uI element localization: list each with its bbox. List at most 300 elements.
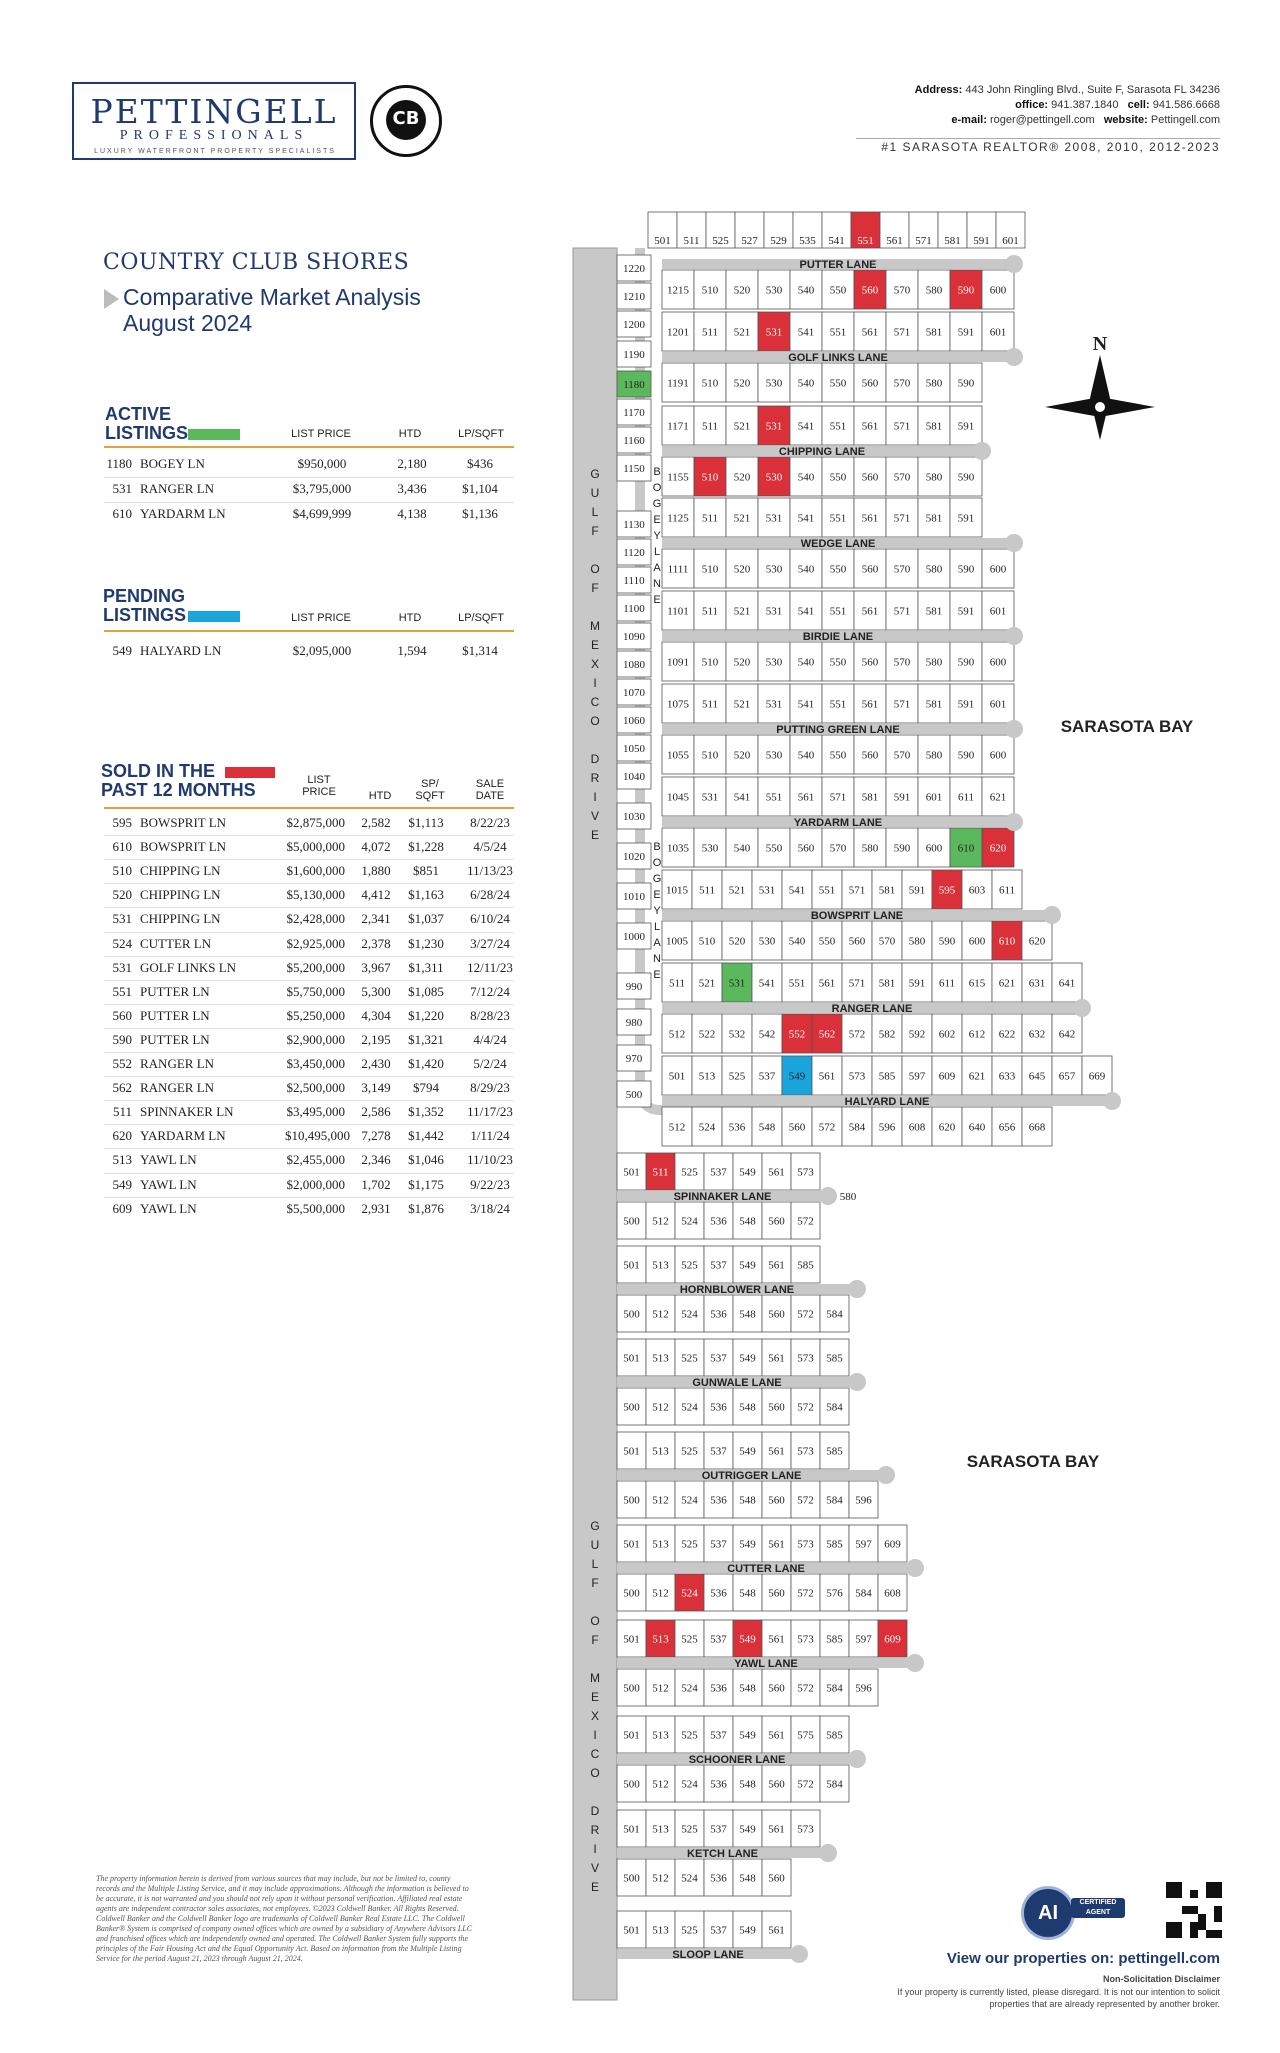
table-cell: $2,455,000 <box>286 1152 345 1168</box>
email-link[interactable]: roger@pettingell.com <box>989 114 1095 126</box>
contact-address: Address: 443 John Ringling Blvd., Suite F, Sarasota FL 34236 <box>914 84 1220 96</box>
bogey-lane-label: Y <box>653 530 661 542</box>
lot-number: 548 <box>739 1308 756 1321</box>
lot-number: 600 <box>968 935 986 948</box>
lot-number: 585 <box>826 1445 843 1458</box>
lot-number: 580 <box>925 284 943 297</box>
lot-number: 668 <box>1028 1121 1046 1134</box>
lot-number: 561 <box>861 420 879 433</box>
lot-number: 573 <box>797 1352 814 1365</box>
lot-number: 530 <box>758 935 776 948</box>
gulf-drive-label: C <box>590 695 600 709</box>
gulf-drive-label: I <box>593 790 597 804</box>
lot-number: 520 <box>733 563 751 576</box>
qr-code-icon[interactable] <box>1166 1882 1222 1938</box>
lot-number: 632 <box>1028 1028 1046 1041</box>
lot-number: 531 <box>765 605 783 618</box>
lot-number: 524 <box>681 1215 698 1228</box>
table-cell: YARDARM LN <box>140 506 226 521</box>
cul-de-sac <box>906 1654 924 1672</box>
lot-number: 522 <box>698 1028 716 1041</box>
gulf-drive-label: F <box>591 581 599 595</box>
lot-number: 585 <box>826 1352 843 1365</box>
lot-number: 560 <box>768 1215 785 1228</box>
lot-number: 513 <box>652 1633 669 1646</box>
table-cell: $5,250,000 <box>286 1007 345 1023</box>
lot-number: 581 <box>925 420 943 433</box>
gulf-drive-label: O <box>590 562 600 576</box>
lot-number: 1180 <box>623 379 645 391</box>
lot-number: 1111 <box>667 563 689 576</box>
table-cell: $1,220 <box>408 1007 444 1023</box>
lot-number: 524 <box>681 1872 698 1885</box>
lot-number: 512 <box>652 1587 669 1600</box>
gulf-drive-label: E <box>590 638 600 652</box>
lot-number: 531 <box>728 977 746 990</box>
lot-number: 1000 <box>623 931 645 943</box>
sarasota-bay-label: SARASOTA BAY <box>1060 717 1194 736</box>
lot-number: 530 <box>765 563 783 576</box>
lot-number: 541 <box>797 698 815 711</box>
table-cell: 8/22/23 <box>470 815 510 830</box>
table-cell: $1,230 <box>408 935 444 951</box>
lot-number: 541 <box>797 512 815 525</box>
sold-title: SOLD IN THE PAST 12 MONTHS <box>101 761 256 800</box>
gulf-drive-label: I <box>593 1728 597 1742</box>
lot-number: 1030 <box>623 811 645 823</box>
table-cell: 8/28/23 <box>470 1007 510 1023</box>
col-header: HTD <box>398 612 422 624</box>
lot-number: 541 <box>797 326 815 339</box>
col-header: LP/SQFT <box>458 428 504 440</box>
lot-number: 524 <box>681 1682 698 1695</box>
lot-number: 525 <box>681 1924 698 1937</box>
col-header: HTD <box>398 428 422 440</box>
table-cell: 4/4/24 <box>473 1031 507 1047</box>
table-cell: 7/12/24 <box>470 983 510 999</box>
lot-number: 1210 <box>623 291 645 303</box>
lot-number: 512 <box>668 1121 686 1134</box>
lot-number: 549 <box>739 1924 756 1937</box>
lot-number: 512 <box>652 1401 669 1414</box>
cul-de-sac <box>1005 348 1023 366</box>
lot-number: 530 <box>765 749 783 762</box>
website-link[interactable]: Pettingell.com <box>1150 114 1220 126</box>
lot-number: 560 <box>788 1121 806 1134</box>
lot-number: 530 <box>765 284 783 297</box>
lot-number: 580 <box>861 842 879 855</box>
lot-number: 590 <box>957 749 975 762</box>
table-cell: $1,442 <box>408 1128 444 1144</box>
lot-number: 571 <box>893 326 911 339</box>
lot-number: 600 <box>989 284 1007 297</box>
gulf-drive-label: R <box>590 1823 600 1837</box>
lot-number: 1201 <box>667 326 689 339</box>
table-cell: $950,000 <box>297 456 347 471</box>
lot-number: 551 <box>829 605 847 618</box>
lot-number: 591 <box>957 512 975 525</box>
lot-number: 529 <box>770 235 787 247</box>
lot-number: 551 <box>829 420 847 433</box>
lot-number: 585 <box>826 1538 843 1551</box>
cul-de-sac <box>1005 627 1023 645</box>
lot-number: 548 <box>739 1682 756 1695</box>
street-name: WEDGE LANE <box>800 538 876 550</box>
lot-number: 1130 <box>623 519 645 531</box>
lot-number: 513 <box>652 1729 669 1742</box>
lot-number: 560 <box>768 1401 785 1414</box>
gulf-drive-label: I <box>593 1842 597 1856</box>
table-cell: RANGER LN <box>140 481 215 496</box>
lot-number: 548 <box>739 1215 756 1228</box>
lot-number: 573 <box>797 1166 814 1179</box>
lot-number: 525 <box>712 235 729 247</box>
lot-number: 560 <box>848 935 866 948</box>
col-header: LIST PRICE <box>291 428 351 440</box>
lot-number: 591 <box>957 326 975 339</box>
cul-de-sac <box>819 1187 837 1205</box>
lot-number: 513 <box>652 1823 669 1836</box>
gulf-drive-label: O <box>590 1766 600 1780</box>
bogey-lane-label: N <box>653 953 661 965</box>
lot-number: 611 <box>998 884 1016 897</box>
lot-number: 584 <box>826 1494 843 1507</box>
lot-number: 591 <box>957 698 975 711</box>
lot-number: 550 <box>829 563 847 576</box>
bogey-lane-label: Y <box>653 905 661 917</box>
lot-number: 1060 <box>623 715 645 727</box>
compass-north-label: N <box>1092 333 1108 355</box>
lot-number: 1150 <box>623 463 645 475</box>
lot-number: 571 <box>915 235 932 247</box>
lot-number: 549 <box>739 1445 756 1458</box>
cul-de-sac <box>877 1466 895 1484</box>
lot-number: 561 <box>768 1729 785 1742</box>
lot-number: 601 <box>1002 235 1019 247</box>
lot-number: 570 <box>893 471 911 484</box>
lot-number: 621 <box>998 977 1016 990</box>
gulf-drive-label: E <box>590 828 600 842</box>
lot-number: 501 <box>668 1070 686 1083</box>
lot-number: 560 <box>861 471 879 484</box>
table-cell: 610 <box>112 506 132 521</box>
lot-number: 510 <box>701 656 719 669</box>
community-title: COUNTRY CLUB SHORES <box>103 250 410 275</box>
table-cell: 11/17/23 <box>467 1104 513 1120</box>
lot-number: 570 <box>893 377 911 390</box>
table-cell: 11/13/23 <box>467 863 513 879</box>
lot-number: 537 <box>710 1633 727 1646</box>
lot-number: 1220 <box>623 263 645 275</box>
bogey-lane-label: O <box>652 857 662 869</box>
table-cell: 562 <box>112 1080 132 1096</box>
compass-icon <box>1045 355 1155 440</box>
lot-number: 531 <box>758 884 776 897</box>
lot-number: 512 <box>652 1215 669 1228</box>
lot-number: 571 <box>848 884 866 897</box>
lot-number: 657 <box>1058 1070 1076 1083</box>
lot-number: 621 <box>989 791 1007 804</box>
lot-number: 572 <box>797 1401 814 1414</box>
gulf-drive-label: F <box>591 1576 599 1590</box>
lot-number: 602 <box>938 1028 956 1041</box>
lot-number: 570 <box>893 749 911 762</box>
table-cell: $851 <box>413 863 439 879</box>
table-cell: RANGER LN <box>140 1056 215 1071</box>
lot-number: 572 <box>797 1682 814 1695</box>
table-cell: 1180 <box>106 456 132 471</box>
street-name: HORNBLOWER LANE <box>679 1284 795 1296</box>
table-cell: PUTTER LN <box>140 1007 210 1023</box>
lot-number: 591 <box>893 791 911 804</box>
lot-number: 520 <box>733 656 751 669</box>
view-properties-link[interactable]: View our properties on: pettingell.com <box>946 1950 1220 1967</box>
gulf-drive-label: F <box>591 1633 599 1647</box>
lot-number: 575 <box>797 1729 814 1742</box>
lot-number: 510 <box>701 749 719 762</box>
table-cell: $5,500,000 <box>286 1200 345 1216</box>
lot-number: 570 <box>878 935 896 948</box>
table-cell: CUTTER LN <box>140 935 212 951</box>
lot-number: 590 <box>957 284 975 297</box>
lot-number: 550 <box>829 656 847 669</box>
lot-number: 1045 <box>667 791 689 804</box>
lot-number: 633 <box>998 1070 1016 1083</box>
lot-number: 980 <box>625 1017 643 1029</box>
lot-number: 611 <box>938 977 956 990</box>
lot-number: 536 <box>710 1308 727 1321</box>
lot-number: 540 <box>797 656 815 669</box>
street-name: BIRDIE LANE <box>802 631 874 643</box>
lot-number: 512 <box>652 1778 669 1791</box>
lot-number: 1005 <box>666 935 688 948</box>
table-cell: 6/10/24 <box>470 911 510 927</box>
lot-number: 609 <box>884 1633 901 1646</box>
lot-number: 513 <box>652 1259 669 1272</box>
bogey-lane-label: A <box>653 937 661 949</box>
lot-number: 584 <box>826 1308 843 1321</box>
cul-de-sac <box>906 1559 924 1577</box>
lot-number: 532 <box>728 1028 746 1041</box>
lot-number: 511 <box>668 977 686 990</box>
table-cell: 3,436 <box>397 481 427 496</box>
table-cell: 595 <box>112 815 132 830</box>
lot-number: 511 <box>701 326 719 339</box>
lot-number: 561 <box>818 977 836 990</box>
table-cell: $3,450,000 <box>286 1056 345 1071</box>
lot-number: 551 <box>857 235 874 247</box>
col-header: LP/SQFT <box>458 612 504 624</box>
lot-number: 540 <box>797 284 815 297</box>
lot-number: 581 <box>878 977 896 990</box>
lot-number: 510 <box>701 284 719 297</box>
table-cell: $2,095,000 <box>292 643 352 658</box>
lot-number: 560 <box>768 1682 785 1695</box>
street-name: KETCH LANE <box>687 1848 758 1860</box>
lot-number: 1080 <box>623 659 645 671</box>
table-cell: $1,876 <box>408 1200 444 1216</box>
bogey-lane-label: E <box>653 889 661 901</box>
lot-number: 550 <box>829 377 847 390</box>
table-cell: PUTTER LN <box>140 983 210 999</box>
table-cell: $2,428,000 <box>286 911 345 927</box>
lot-number: 580 <box>925 377 943 390</box>
lot-number: 541 <box>828 235 845 247</box>
lot-number: 541 <box>758 977 776 990</box>
lot-number: 585 <box>826 1729 843 1742</box>
lot-number: 536 <box>710 1401 727 1414</box>
col-header: HTD <box>368 790 392 802</box>
lot-number: 591 <box>908 884 926 897</box>
lot-number: 536 <box>710 1587 727 1600</box>
lot-number: 530 <box>765 377 783 390</box>
table-cell: $1,311 <box>408 959 444 975</box>
gulf-drive-label: X <box>590 657 600 671</box>
lot-number: 521 <box>733 512 751 525</box>
lot-number: 573 <box>797 1823 814 1836</box>
lot-number: 521 <box>733 698 751 711</box>
lot-number: 510 <box>701 377 719 390</box>
table-cell: $2,500,000 <box>286 1080 345 1096</box>
lot-number: 571 <box>893 698 911 711</box>
lot-number: 540 <box>733 842 751 855</box>
table-cell: YARDARM LN <box>140 1128 226 1144</box>
table-cell: RANGER LN <box>140 1080 215 1096</box>
lot-number: 541 <box>788 884 806 897</box>
lot-number: 537 <box>710 1259 727 1272</box>
lot-number: 572 <box>797 1778 814 1791</box>
lot-number: 571 <box>893 420 911 433</box>
table-cell: GOLF LINKS LN <box>140 959 237 975</box>
lot-number: 560 <box>768 1872 785 1885</box>
table-cell: $2,000,000 <box>286 1176 345 1192</box>
lot-number: 500 <box>625 1089 643 1101</box>
table-cell: 2,195 <box>361 1031 391 1047</box>
lot-number: 621 <box>968 1070 986 1083</box>
street-name: PUTTING GREEN LANE <box>776 724 900 736</box>
lot-number: 521 <box>733 605 751 618</box>
lot-number: 551 <box>829 326 847 339</box>
lot-number: 501 <box>623 1633 640 1646</box>
lot-number: 620 <box>1028 935 1046 948</box>
lot-number: 580 <box>908 935 926 948</box>
lot-number: 1125 <box>667 512 689 525</box>
lot-number: 549 <box>739 1729 756 1742</box>
lot-number: 527 <box>741 235 758 247</box>
lot-number: 540 <box>797 377 815 390</box>
table-cell: 560 <box>112 1007 132 1023</box>
lot-number: 1015 <box>666 884 688 897</box>
table-cell: $1,314 <box>462 643 498 658</box>
table-cell: 8/29/23 <box>470 1080 510 1096</box>
lot-number: 641 <box>1058 977 1076 990</box>
table-cell: 1,594 <box>397 643 427 658</box>
lot-number: 500 <box>623 1587 640 1600</box>
sarasota-bay-label: SARASOTA BAY <box>966 1452 1100 1471</box>
lot-number: 1020 <box>623 851 645 863</box>
table-cell: 1,702 <box>361 1176 391 1192</box>
lot-number: 601 <box>925 791 943 804</box>
lot-number: 561 <box>861 512 879 525</box>
street-name: SCHOONER LANE <box>688 1754 786 1766</box>
bogey-lane-label: A <box>653 562 661 574</box>
lot-number: 572 <box>797 1215 814 1228</box>
lot-number: 609 <box>938 1070 956 1083</box>
lot-number: 560 <box>861 284 879 297</box>
lot-number: 581 <box>944 235 961 247</box>
lot-number: 500 <box>623 1401 640 1414</box>
table-cell: CHIPPING LN <box>140 887 221 903</box>
lot-number: 524 <box>698 1121 716 1134</box>
lot-number: 531 <box>765 326 783 339</box>
lot-number: 524 <box>681 1308 698 1321</box>
bogey-lane-label: N <box>653 578 661 590</box>
lot-number: 590 <box>957 656 975 669</box>
table-cell: $5,130,000 <box>286 887 345 903</box>
gulf-drive-label: G <box>590 1519 600 1533</box>
street-name: SPINNAKER LANE <box>673 1191 772 1203</box>
lot-number: 608 <box>908 1121 926 1134</box>
bogey-lane-label: O <box>652 482 662 494</box>
lot-number: 536 <box>710 1494 727 1507</box>
table-cell: 2,430 <box>361 1056 391 1071</box>
lot-number: 608 <box>884 1587 901 1600</box>
lot-number: 540 <box>797 471 815 484</box>
lot-number: 511 <box>701 605 719 618</box>
lot-number: 510 <box>701 471 719 484</box>
street-name: PUTTER LANE <box>799 259 877 271</box>
lot-number: 656 <box>998 1121 1016 1134</box>
table-cell: $1,228 <box>408 839 444 855</box>
lot-number: 600 <box>989 749 1007 762</box>
table-cell: YAWL LN <box>140 1152 197 1168</box>
table-cell: 1,880 <box>361 863 391 879</box>
lot-number: 551 <box>829 512 847 525</box>
street-name: OUTRIGGER LANE <box>701 1470 802 1482</box>
lot-number: 550 <box>818 935 836 948</box>
col-header: LIST PRICE <box>291 612 351 624</box>
lot-number: 571 <box>829 791 847 804</box>
table-cell: 551 <box>112 983 132 999</box>
gulf-drive-label: L <box>591 505 599 519</box>
lot-number: 537 <box>710 1538 727 1551</box>
table-cell: 5/2/24 <box>473 1056 507 1071</box>
lot-number: 524 <box>681 1778 698 1791</box>
contact-email: e-mail: roger@pettingell.com website: Pettingell.com <box>951 114 1220 126</box>
table-cell: 2,180 <box>397 456 427 471</box>
lot-number: 536 <box>710 1682 727 1695</box>
lot-number: 511 <box>683 235 700 247</box>
lot-number: 603 <box>968 884 986 897</box>
lot-number: 609 <box>884 1538 901 1551</box>
table-cell: BOGEY LN <box>140 456 205 471</box>
lot-number: 512 <box>652 1682 669 1695</box>
lot-number: 612 <box>968 1028 986 1041</box>
lot-number: 537 <box>710 1445 727 1458</box>
lot-number: 540 <box>788 935 806 948</box>
lot-number: 596 <box>855 1494 872 1507</box>
lot-number: 531 <box>765 698 783 711</box>
contact-phones: office: 941.387.1840 cell: 941.586.6668 <box>1015 99 1220 111</box>
lot-number: 1191 <box>667 377 689 390</box>
lot-number: 570 <box>893 656 911 669</box>
street-name: CUTTER LANE <box>727 1563 805 1575</box>
lot-number: 561 <box>768 1445 785 1458</box>
nonsolicitation-text: If your property is currently listed, please disregard. It is not our intention to solicit <box>897 1987 1220 1997</box>
lot-number: 501 <box>623 1538 640 1551</box>
lot-number: 561 <box>768 1924 785 1937</box>
lot-number: 610 <box>998 935 1016 948</box>
